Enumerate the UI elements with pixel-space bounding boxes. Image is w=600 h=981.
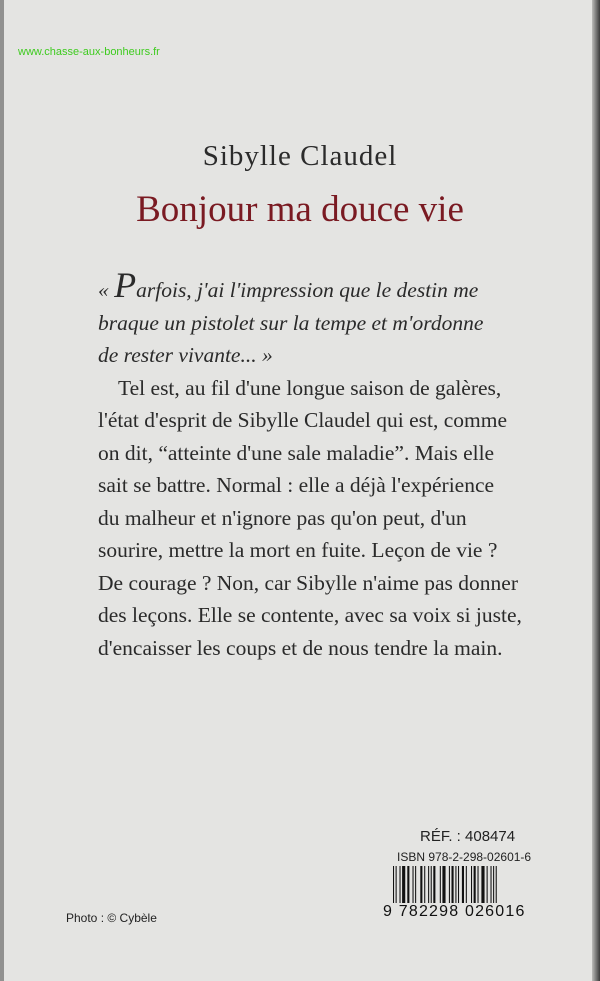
quote-line: « Parfois, j'ai l'impression que le destin me [98,265,479,305]
drop-cap: P [114,265,137,305]
isbn: ISBN 978-2-298-02601-6 [397,850,532,864]
body-line: l'état d'esprit de Sibylle Claudel qui est, comme [98,408,507,432]
quote-line: de rester vivante... » [98,343,273,367]
barcode-digits: 9 782298 026016 [383,903,526,920]
body-line: sait se battre. Normal : elle a déjà l'expérience [98,473,495,497]
body-line: on dit, “atteinte d'une sale maladie”. Mais elle [98,440,495,465]
quote-line: braque un pistolet sur la tempe et m'ordonne [98,310,484,335]
reference-number: RÉF. : 408474 [420,828,516,845]
book-title: Bonjour ma douce vie [136,189,464,230]
body-line: De courage ? Non, car Sibylle n'aime pas donner [98,570,518,595]
body-line: des leçons. Elle se contente, avec sa voix si juste, [98,603,522,627]
author-name: Sibylle Claudel [202,140,398,172]
body-line: sourire, mettre la mort en fuite. Leçon de vie ? [98,538,498,562]
blurb [98,265,578,664]
watermark-link[interactable]: www.chasse-aux-bonheurs.fr [18,46,160,58]
body-line: Tel est, au fil d'une longue saison de galères, [118,375,502,400]
body-line: d'encaisser les coups et de nous tendre la main. [98,635,503,660]
body-line: du malheur et n'ignore pas qu'on peut, d'un [98,505,467,530]
photo-credit: Photo : © Cybèle [66,911,157,925]
